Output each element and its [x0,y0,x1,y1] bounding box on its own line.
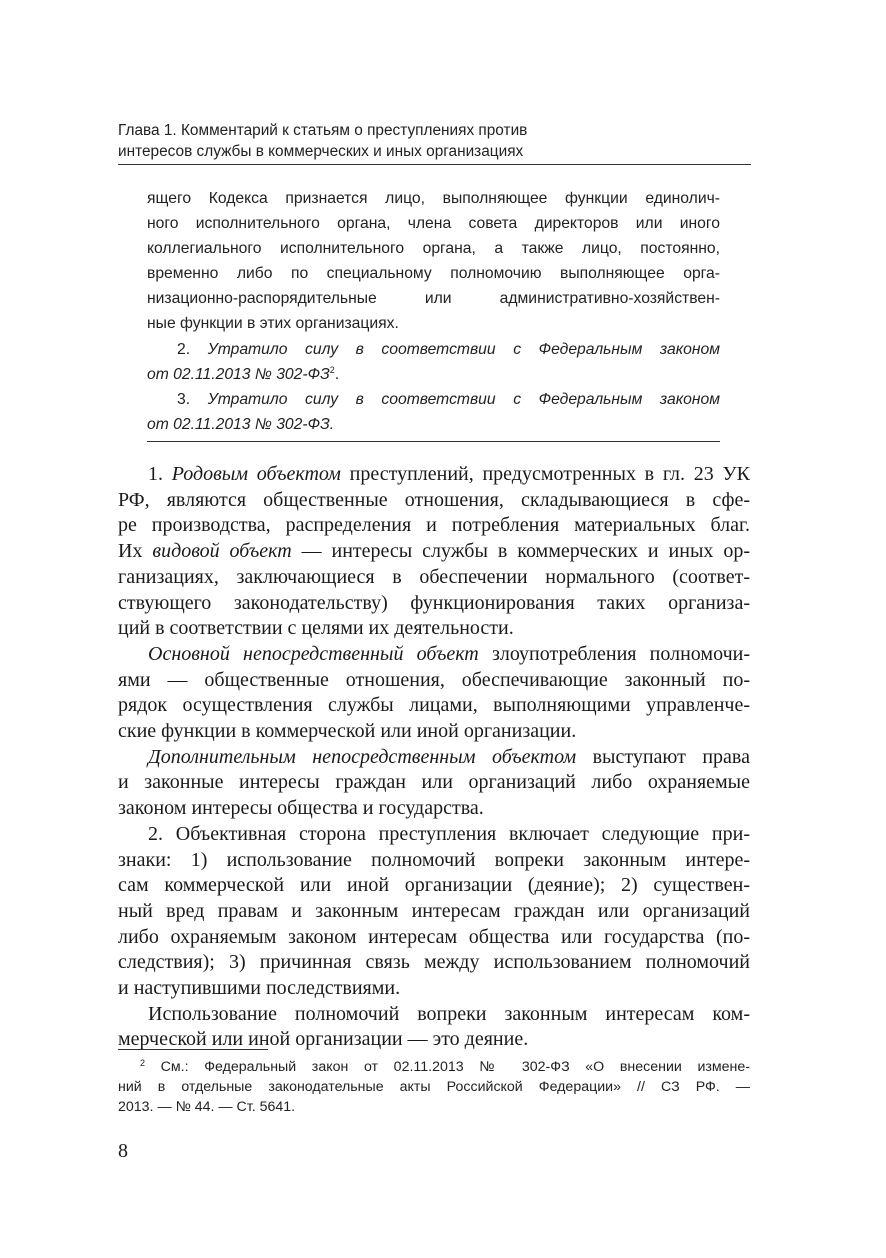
body-line: либо охраняемым законом интересам общества или государства (по- [118,925,750,948]
text-run: 1. [148,463,172,485]
statute-item-text: Утратило силу в соответствии с Федеральным законом [207,340,721,358]
text-run: См.: Федеральный закон от 02.11.2013 № 302-ФЗ «О внесении измене- [145,1059,750,1075]
body-line: рядок осуществления службы лицами, выполняющими управленче- [118,694,750,717]
page-number: 8 [118,1140,128,1162]
body-line: 2. Объективная сторона преступления включает следующие при- [148,822,750,845]
body-line [118,745,750,771]
statute-end-rule [147,441,720,442]
body-line: ций в соответствии с целями их деятельности. [118,617,514,640]
body-line: ями — общественные отношения, обеспечивающие законный по- [118,668,750,691]
emphasis-term: Родовым объектом [171,463,341,485]
statute-line: временно либо по специальному полномочию выполняющее орга- [147,265,720,283]
statute-item-text: от 02.11.2013 № 302-ФЗ. [147,415,335,433]
statute-quote [147,186,720,437]
footnote-marker: 2 [140,1058,146,1068]
emphasis-term: видовой объект [152,540,292,563]
body-line: и наступившими последствиями. [118,977,401,1000]
body-line [118,642,750,668]
text-run: преступлений, предусмотренных в гл. 23 УК [340,463,750,485]
body-line: следствия); 3) причинная связь между использованием полномочий [118,951,750,974]
text-run: выступают права [576,745,750,768]
body-line: и законные интересы граждан или организаций либо охраняемые [118,771,750,794]
commentary-body [118,462,750,1053]
body-line [118,539,750,565]
body-line: ный вред правам и законным интересам граждан или организаций [118,899,750,922]
footnote-line: ний в отдельные законодательные акты Российской Федерации» // СЗ РФ. — [118,1079,750,1095]
body-line: сам коммерческой или иной организации (деяние); 2) существен- [118,874,750,897]
statute-line: ного исполнительного органа, члена совета директоров или иного [147,215,720,233]
statute-item-3-cont [147,412,720,437]
text-run: — интересы службы в коммерческих и иных ор- [291,540,750,563]
statute-item-punct: . [334,365,340,383]
body-line: законом интересы общества и государства. [118,797,484,820]
statute-item-number: 3. [177,390,191,408]
body-line: ре производства, распределения и потребления материальных благ. [118,514,750,537]
running-header-line: Глава 1. Комментарий к статьям о преступлениях против [118,122,528,139]
body-line: ские функции в коммерческой или иной организации. [118,720,577,743]
footnote-line: 2013. — № 44. — Ст. 5641. [118,1099,296,1115]
footnote-line [118,1057,750,1077]
body-line [118,462,750,488]
statute-item-text: Утратило силу в соответствии с Федеральным законом [207,390,721,408]
statute-item-2-cont [147,362,720,387]
text-run: Их [118,540,153,563]
emphasis-term: Основной непосредственный объект [148,642,479,665]
statute-item-number: 2. [177,340,191,358]
running-header-line: интересов службы в коммерческих и иных организациях [118,143,524,160]
statute-line: коллегиального исполнительного органа, а также лицо, постоянно, [147,240,720,258]
statute-item-2 [147,337,720,362]
body-line: мерческой или иной организации — это деяние. [118,1028,529,1051]
statute-item-text: от 02.11.2013 № 302-ФЗ [147,365,330,383]
statute-line: ящего Кодекса признается лицо, выполняющее функции единолич- [147,190,720,207]
footnote [118,1057,750,1117]
emphasis-term: Дополнительным непосредственным объектом [148,745,577,768]
body-line: Использование полномочий вопреки законным интересам ком- [148,1002,750,1025]
statute-item-3 [147,387,720,412]
body-line: ганизациях, заключающиеся в обеспечении нормального (соответ- [118,565,750,588]
statute-line: низационно-распорядительные или административно-хозяйствен- [147,290,720,308]
header-rule [118,164,751,165]
body-line: знаки: 1) использование полномочий вопреки законным интере- [118,848,750,871]
footnote-reference[interactable]: 2 [329,364,335,375]
body-line: РФ, являются общественные отношения, складывающиеся в сфе- [118,488,750,511]
footnote-rule [118,1049,268,1050]
text-run: злоупотребления полномочи- [478,642,750,665]
running-header [118,120,750,162]
body-line: ствующего законодательству) функционирования таких организа- [118,591,750,614]
statute-line: ные функции в этих организациях. [147,315,399,333]
